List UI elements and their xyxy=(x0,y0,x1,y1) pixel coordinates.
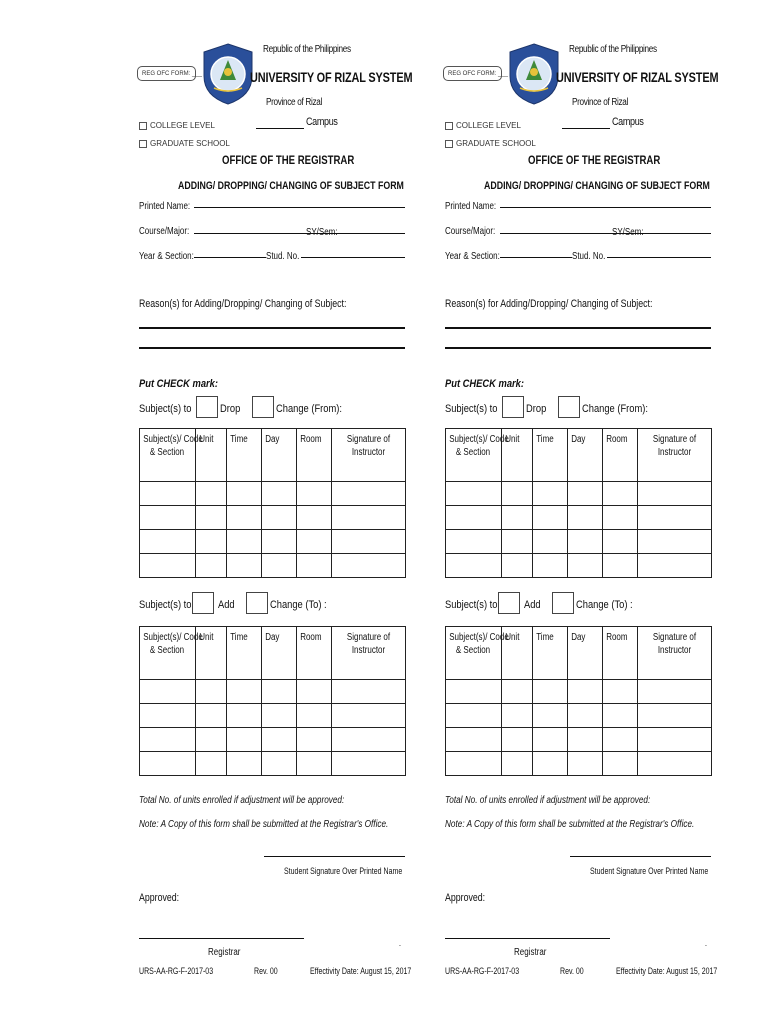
col-time-header: Time xyxy=(227,429,262,482)
add-label: Add xyxy=(218,599,235,611)
graduate-school-label: GRADUATE SCHOOL xyxy=(456,139,536,148)
table-header-row xyxy=(446,429,712,482)
change-from-label: Change (From): xyxy=(276,403,342,415)
col-time-header: Time xyxy=(533,429,568,482)
dot-mark: . xyxy=(399,938,401,948)
registrar-label: Registrar xyxy=(514,947,547,958)
col-day-header: Day xyxy=(568,627,603,680)
course-major-label: Course/Major: xyxy=(445,226,496,237)
office-title: OFFICE OF THE REGISTRAR xyxy=(222,153,355,167)
registrar-signature-line[interactable] xyxy=(445,938,610,939)
change-to-checkbox[interactable] xyxy=(552,592,574,614)
add-subjects-table xyxy=(445,626,712,776)
table-row[interactable] xyxy=(446,554,712,578)
student-signature-line[interactable] xyxy=(570,856,711,857)
campus-label: Campus xyxy=(612,116,644,128)
change-from-label: Change (From): xyxy=(582,403,648,415)
year-section-label: Year & Section: xyxy=(139,251,194,262)
add-subjects-table xyxy=(139,626,406,776)
table-row[interactable] xyxy=(446,506,712,530)
col-time-header: Time xyxy=(533,627,568,680)
graduate-school-checkbox[interactable] xyxy=(445,140,453,148)
col-code-header: Subject(s)/ Code & Section xyxy=(446,627,502,680)
university-seal-icon xyxy=(506,42,562,106)
col-signature-header: Signature of Instructor xyxy=(332,429,406,482)
col-code-header: Subject(s)/ Code & Section xyxy=(140,429,196,482)
year-section-label: Year & Section: xyxy=(445,251,500,262)
col-time-header: Time xyxy=(227,627,262,680)
student-signature-label: Student Signature Over Printed Name xyxy=(590,866,709,876)
table-row[interactable] xyxy=(446,752,712,776)
table-row[interactable] xyxy=(140,506,406,530)
reg-form-box: REG OFC FORM: ___ xyxy=(443,66,502,81)
printed-name-label: Printed Name: xyxy=(445,201,497,212)
office-title: OFFICE OF THE REGISTRAR xyxy=(528,153,661,167)
change-to-label: Change (To) : xyxy=(576,599,633,611)
col-room-header: Room xyxy=(603,429,638,482)
reg-form-box: REG OFC FORM: ___ xyxy=(137,66,196,81)
table-row[interactable] xyxy=(446,530,712,554)
graduate-school-option[interactable] xyxy=(445,139,536,148)
form-title: ADDING/ DROPPING/ CHANGING OF SUBJECT FORM xyxy=(178,180,404,192)
add-label: Add xyxy=(524,599,541,611)
approved-label: Approved: xyxy=(445,892,486,904)
college-level-label: COLLEGE LEVEL xyxy=(150,121,215,130)
drop-label: Drop xyxy=(526,403,547,415)
col-unit-header: Unit xyxy=(196,627,227,680)
put-check-label: Put CHECK mark: xyxy=(445,378,524,390)
table-row[interactable] xyxy=(140,530,406,554)
drop-subjects-table xyxy=(445,428,712,578)
col-room-header: Room xyxy=(297,429,332,482)
college-level-label: COLLEGE LEVEL xyxy=(456,121,521,130)
college-level-checkbox[interactable] xyxy=(139,122,147,130)
total-units-note: Total No. of units enrolled if adjustment will be approved: xyxy=(445,795,651,806)
form-code: URS-AA-RG-F-2017-03 xyxy=(139,966,214,976)
copy-note: Note: A Copy of this form shall be submitted at the Registrar's Office. xyxy=(139,819,389,830)
col-unit-header: Unit xyxy=(196,429,227,482)
stud-no-label: Stud. No. xyxy=(572,251,606,262)
drop-subjects-table xyxy=(139,428,406,578)
reasons-label: Reason(s) for Adding/Dropping/ Changing of Subject: xyxy=(139,298,347,310)
course-major-line[interactable] xyxy=(500,233,711,234)
college-level-option[interactable] xyxy=(445,121,521,130)
student-signature-label: Student Signature Over Printed Name xyxy=(284,866,403,876)
course-major-line[interactable] xyxy=(194,233,405,234)
student-signature-line[interactable] xyxy=(264,856,405,857)
copy-note: Note: A Copy of this form shall be submitted at the Registrar's Office. xyxy=(445,819,695,830)
form-title: ADDING/ DROPPING/ CHANGING OF SUBJECT FORM xyxy=(484,180,710,192)
sy-sem-label: SY/Sem: xyxy=(306,227,338,238)
graduate-school-checkbox[interactable] xyxy=(139,140,147,148)
drop-checkbox[interactable] xyxy=(196,396,218,418)
table-row[interactable] xyxy=(446,728,712,752)
change-to-label: Change (To) : xyxy=(270,599,327,611)
graduate-school-label: GRADUATE SCHOOL xyxy=(150,139,230,148)
republic-label: Republic of the Philippines xyxy=(569,44,657,55)
col-unit-header: Unit xyxy=(502,627,533,680)
university-title: UNIVERSITY OF RIZAL SYSTEM xyxy=(250,69,413,85)
table-row[interactable] xyxy=(446,482,712,506)
stud-no-line[interactable] xyxy=(607,257,711,258)
col-room-header: Room xyxy=(297,627,332,680)
table-row[interactable] xyxy=(140,680,406,704)
effectivity-date: Effectivity Date: August 15, 2017 xyxy=(310,966,412,976)
col-signature-header: Signature of Instructor xyxy=(332,627,406,680)
stud-no-label: Stud. No. xyxy=(266,251,300,262)
province-label: Province of Rizal xyxy=(572,97,628,108)
table-row[interactable] xyxy=(140,704,406,728)
form-code: URS-AA-RG-F-2017-03 xyxy=(445,966,520,976)
table-row[interactable] xyxy=(446,704,712,728)
graduate-school-option[interactable] xyxy=(139,139,230,148)
printed-name-line[interactable] xyxy=(500,207,711,208)
table-row[interactable] xyxy=(140,482,406,506)
printed-name-label: Printed Name: xyxy=(139,201,191,212)
col-room-header: Room xyxy=(603,627,638,680)
sy-sem-label: SY/Sem: xyxy=(612,227,644,238)
col-code-header: Subject(s)/ Code & Section xyxy=(140,627,196,680)
table-row[interactable] xyxy=(140,752,406,776)
university-title: UNIVERSITY OF RIZAL SYSTEM xyxy=(556,69,719,85)
revision-label: Rev. 00 xyxy=(560,966,584,976)
form-copy-right xyxy=(440,0,718,1024)
change-from-checkbox[interactable] xyxy=(558,396,580,418)
change-from-checkbox[interactable] xyxy=(252,396,274,418)
col-signature-header: Signature of Instructor xyxy=(638,429,712,482)
reason-line-1[interactable] xyxy=(139,327,405,329)
revision-label: Rev. 00 xyxy=(254,966,278,976)
subjects-to-drop-label: Subject(s) to xyxy=(139,403,192,415)
change-to-checkbox[interactable] xyxy=(246,592,268,614)
total-units-note: Total No. of units enrolled if adjustment will be approved: xyxy=(139,795,345,806)
university-seal-icon xyxy=(200,42,256,106)
subjects-to-add-label: Subject(s) to xyxy=(445,599,498,611)
campus-label: Campus xyxy=(306,116,338,128)
table-header-row xyxy=(446,627,712,680)
course-major-label: Course/Major: xyxy=(139,226,190,237)
subjects-to-add-label: Subject(s) to xyxy=(139,599,192,611)
dot-mark: . xyxy=(705,938,707,948)
put-check-label: Put CHECK mark: xyxy=(139,378,218,390)
reason-line-1[interactable] xyxy=(445,327,711,329)
campus-blank[interactable] xyxy=(256,128,304,129)
printed-name-line[interactable] xyxy=(194,207,405,208)
col-day-header: Day xyxy=(262,429,297,482)
reason-line-2[interactable] xyxy=(445,347,711,349)
drop-checkbox[interactable] xyxy=(502,396,524,418)
add-checkbox[interactable] xyxy=(192,592,214,614)
effectivity-date: Effectivity Date: August 15, 2017 xyxy=(616,966,718,976)
college-level-option[interactable] xyxy=(139,121,215,130)
stud-no-line[interactable] xyxy=(301,257,405,258)
registrar-signature-line[interactable] xyxy=(139,938,304,939)
approved-label: Approved: xyxy=(139,892,180,904)
col-signature-header: Signature of Instructor xyxy=(638,627,712,680)
reason-line-2[interactable] xyxy=(139,347,405,349)
province-label: Province of Rizal xyxy=(266,97,322,108)
col-code-header: Subject(s)/ Code & Section xyxy=(446,429,502,482)
year-section-line[interactable] xyxy=(194,257,266,258)
registrar-label: Registrar xyxy=(208,947,241,958)
college-level-checkbox[interactable] xyxy=(445,122,453,130)
col-day-header: Day xyxy=(568,429,603,482)
col-unit-header: Unit xyxy=(502,429,533,482)
republic-label: Republic of the Philippines xyxy=(263,44,351,55)
subjects-to-drop-label: Subject(s) to xyxy=(445,403,498,415)
year-section-line[interactable] xyxy=(500,257,572,258)
table-row[interactable] xyxy=(140,554,406,578)
col-day-header: Day xyxy=(262,627,297,680)
table-header-row xyxy=(140,429,406,482)
form-copy-left xyxy=(134,0,412,1024)
reasons-label: Reason(s) for Adding/Dropping/ Changing of Subject: xyxy=(445,298,653,310)
campus-blank[interactable] xyxy=(562,128,610,129)
table-row[interactable] xyxy=(446,680,712,704)
table-header-row xyxy=(140,627,406,680)
drop-label: Drop xyxy=(220,403,241,415)
table-row[interactable] xyxy=(140,728,406,752)
add-checkbox[interactable] xyxy=(498,592,520,614)
